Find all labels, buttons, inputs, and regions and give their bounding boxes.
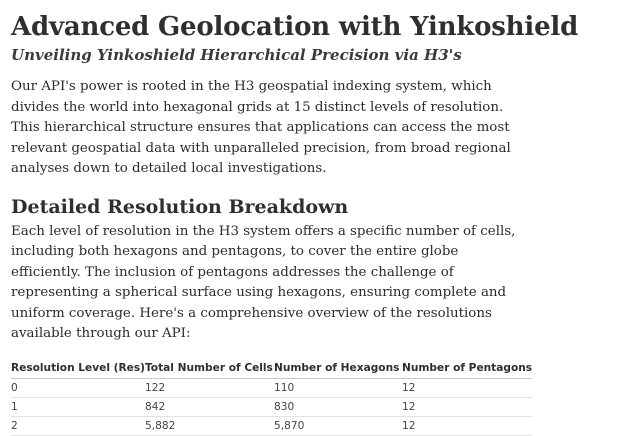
table-cell-pentagons: 12 (402, 378, 532, 397)
column-header-hexagons: Number of Hexagons (274, 359, 402, 379)
table-cell-total-cells: 122 (145, 378, 274, 397)
table-row (11, 397, 532, 416)
table-cell-resolution: 2 (11, 416, 145, 435)
resolution-table (11, 359, 532, 436)
table-cell-resolution: 1 (11, 397, 145, 416)
page-subtitle: Unveiling Yinkoshield Hierarchical Precision via H3's (11, 46, 462, 64)
column-header-total-cells: Total Number of Cells (145, 359, 274, 379)
table-header-row (11, 359, 532, 379)
table-cell-pentagons: 12 (402, 416, 532, 435)
table-cell-hexagons: 110 (274, 378, 402, 397)
table-cell-hexagons: 830 (274, 397, 402, 416)
page-title: Advanced Geolocation with Yinkoshield (11, 12, 579, 42)
column-header-resolution-level: Resolution Level (Res) (11, 359, 145, 379)
section-paragraph: Each level of resolution in the H3 system offers a specific number of cells, including both hexagons and pentagons, to cover the entire globe efficiently. The inclusion of pentagons addresses the challenge of representing a spherical surface using hexagons, ensuring complete and uniform coverage. Here's a comprehensive overview of the resolutions available through our API: (11, 223, 516, 341)
section-heading: Detailed Resolution Breakdown (11, 195, 349, 218)
table-cell-pentagons: 12 (402, 397, 532, 416)
table-row (11, 378, 532, 397)
table-cell-total-cells: 842 (145, 397, 274, 416)
table-cell-resolution: 0 (11, 378, 145, 397)
table-cell-total-cells: 5,882 (145, 416, 274, 435)
table-cell-hexagons: 5,870 (274, 416, 402, 435)
table-row (11, 416, 532, 435)
intro-paragraph: Our API's power is rooted in the H3 geospatial indexing system, which divides the world into hexagonal grids at 15 distinct levels of resolution. This hierarchical structure ensures that applications can access the most relevant geospatial data with unparalleled precision, from broad regional analyses down to detailed local investigations. (11, 79, 511, 176)
column-header-pentagons: Number of Pentagons (402, 359, 532, 379)
